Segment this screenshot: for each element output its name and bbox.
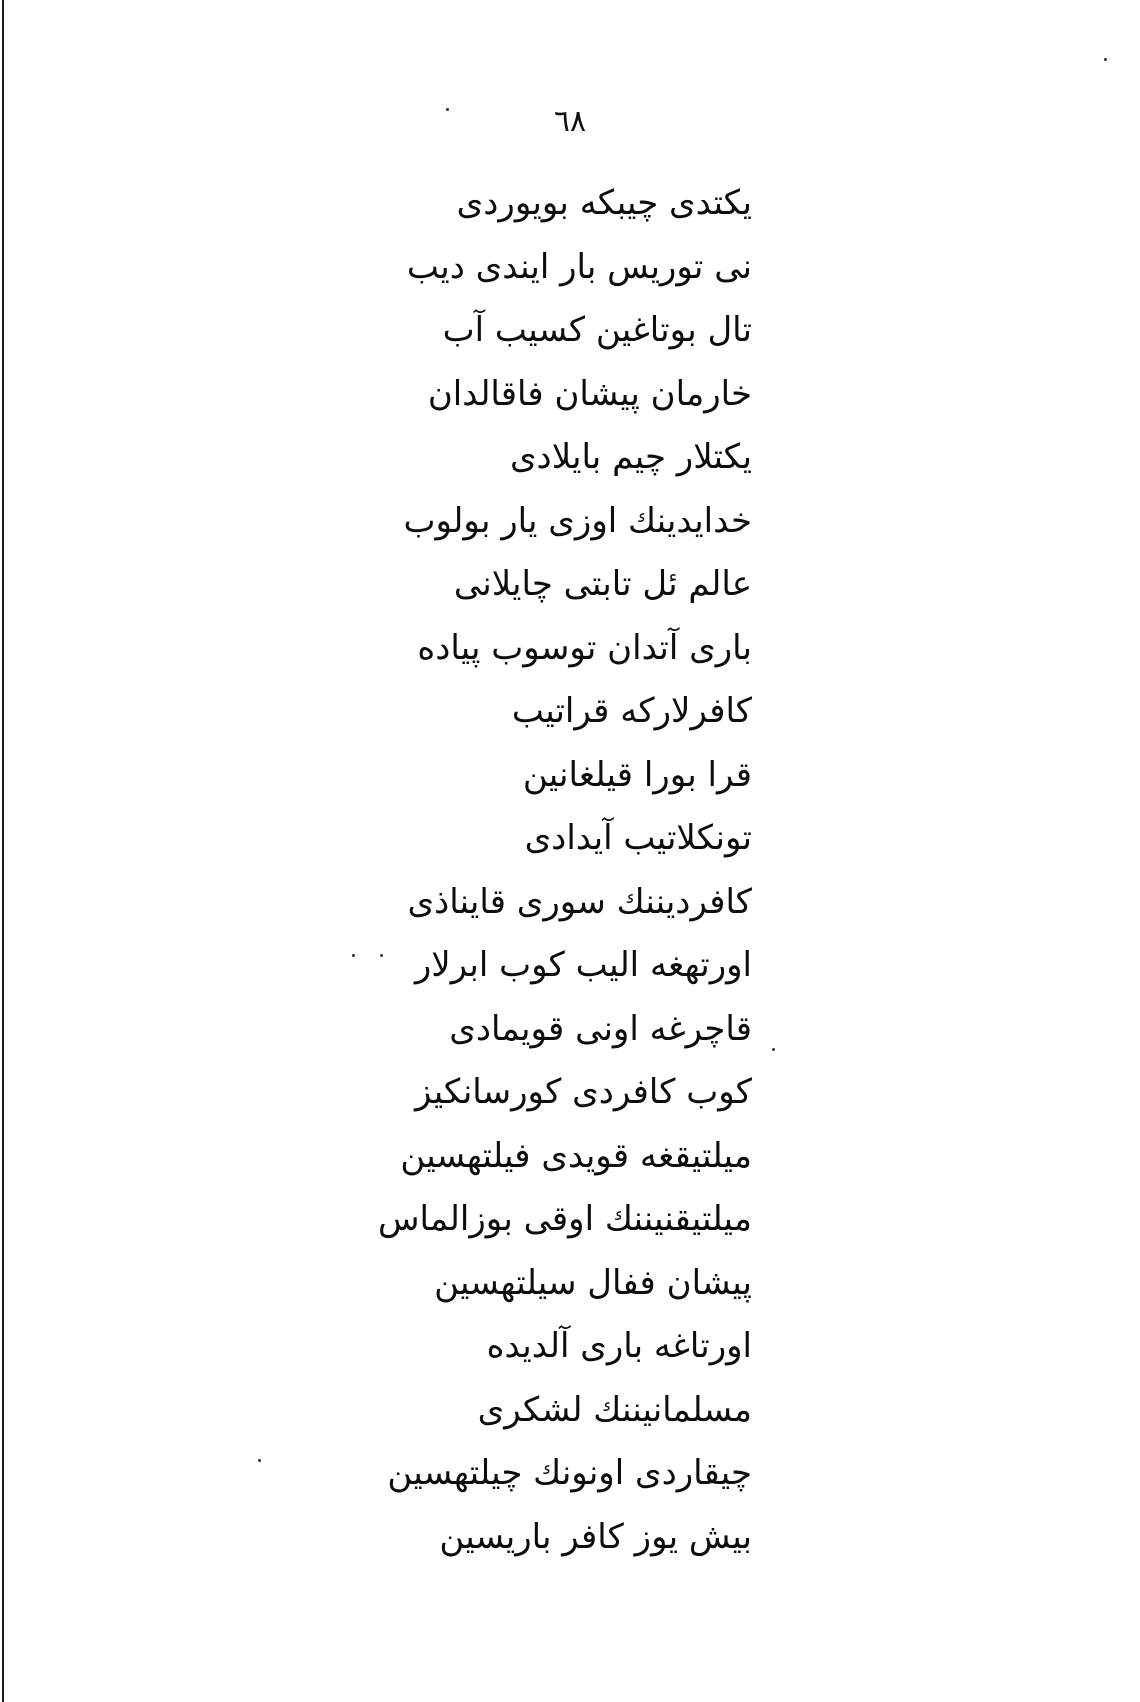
ink-speck (772, 1048, 775, 1051)
verse-line: قرا بورا قيلغانين (522, 754, 752, 795)
verse-line: تال بوتاغين كسيب آب (442, 310, 752, 350)
verse-line: خارمان پيشان فاقالدان (427, 373, 752, 414)
ink-speck (446, 108, 449, 111)
ink-speck (1104, 58, 1107, 61)
verse-line: كافرلاركه قراتيب (511, 691, 752, 731)
verse-line: كافرديننك سورى قايناذى (407, 881, 752, 922)
verse-line: تونكلاتيب آيدادى (524, 818, 752, 858)
verse-line: پيشان ففال سيلتهسين (434, 1262, 752, 1303)
ink-speck (352, 954, 355, 957)
verse-line: اورتهغه اليب كوب ابرلار (414, 945, 752, 985)
page-left-edge (2, 0, 4, 1702)
verse-line: خدايدينك اوزى يار بولوب (403, 500, 752, 541)
verse-list (332, 172, 752, 1569)
verse-line: مسلمانيننك لشكرى (477, 1389, 752, 1430)
verse-line: بارى آتدان توسوب پياده (417, 627, 752, 668)
verse-line: نى توريس بار ايندى ديب (406, 246, 752, 287)
verse-line: بيش يوز كافر باريسين (439, 1516, 752, 1557)
verse-line: يكتدى چيبكه بويوردى (456, 183, 752, 223)
ink-speck (258, 1459, 261, 1462)
verse-line: قاچرغه اونى قويمادى (449, 1008, 752, 1049)
verse-line: عالم ئل تابتى چايلانى (453, 564, 752, 604)
page-number: ٦٨ (553, 104, 587, 139)
verse-line: يكتلار چيم بايلادى (509, 437, 752, 477)
ink-speck (380, 954, 383, 957)
verse-line: چيقاردى اونونك چيلتهسين (387, 1453, 752, 1493)
verse-line: ميلتيقنيننك اوقى بوزالماس (378, 1199, 752, 1239)
verse-line: اورتاغه بارى آلديده (486, 1326, 752, 1366)
verse-line: ميلتيقغه قويدى فيلتهسين (400, 1135, 752, 1176)
verse-line: كوب كافردى كورسانكيز (415, 1072, 752, 1112)
